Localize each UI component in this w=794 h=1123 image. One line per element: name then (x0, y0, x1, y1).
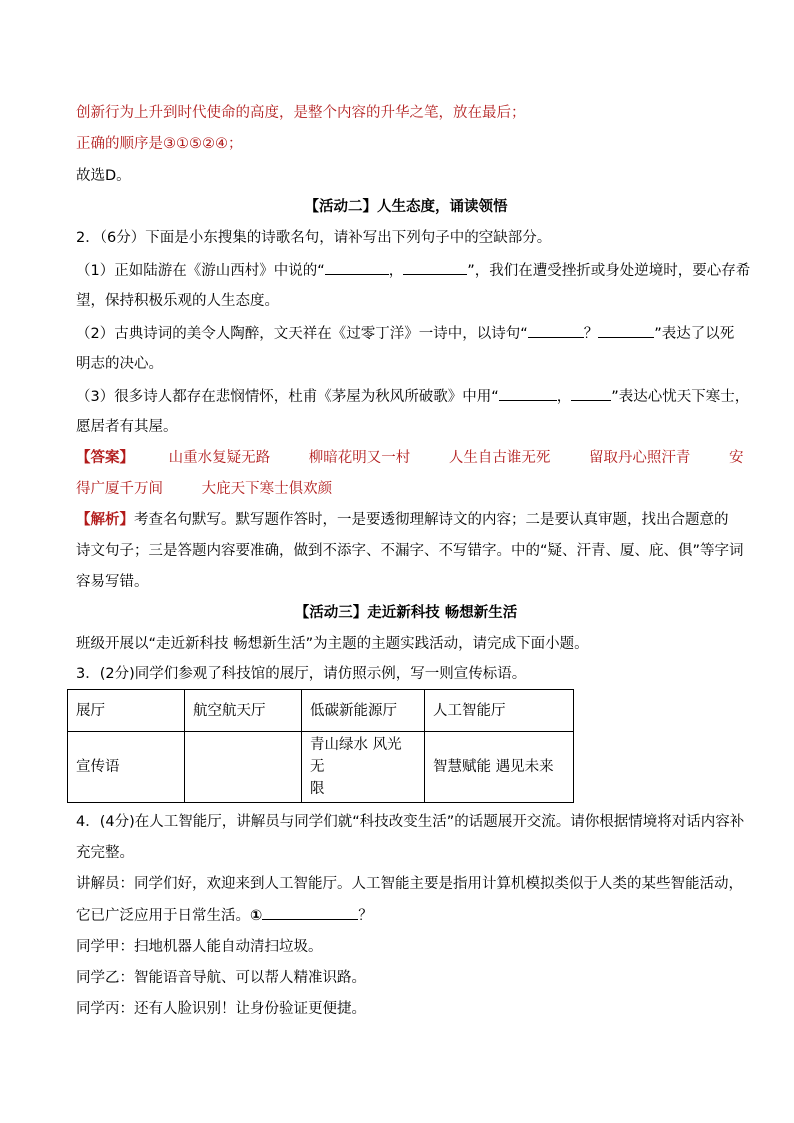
activity3-intro: 班级开展以“走近新科技 畅想新生活”为主题的主题实践活动，请完成下面小题。 (76, 636, 589, 652)
sub2-text-b: ”表达了以死 (654, 326, 735, 342)
analysis-label: 【解析】 (76, 512, 134, 528)
sub2-text-a: （2）古典诗词的美令人陶醉，文天祥在《过零丁洋》一诗中，以诗句“ (76, 326, 528, 342)
blank-4[interactable] (598, 323, 654, 338)
order-suffix: ； (228, 136, 243, 152)
q2-sub2-line1 (76, 323, 736, 344)
aerospace-slogan-cell[interactable] (185, 732, 302, 803)
q4-line-2: 充完整。 (76, 845, 134, 861)
slogan-table (67, 689, 574, 803)
order-sequence: ③①⑤②④ (163, 136, 228, 152)
q3-stem: 3．(2分)同学们参观了科技馆的展厅，请仿照示例，写一则宣传标语。 (76, 666, 527, 682)
table-row (68, 690, 574, 732)
q2-sub1-line1 (76, 260, 751, 281)
student-b-line: 同学乙：智能语音导航、可以帮人精准识路。 (76, 970, 366, 986)
analysis-line-1 (76, 510, 736, 530)
blank-2[interactable] (403, 260, 467, 275)
answer-item: 安 (729, 450, 744, 466)
q2-sub1-line2: 望，保持积极乐观的人生态度。 (76, 293, 279, 309)
analysis-line-3: 容易写错。 (76, 574, 149, 590)
answer-item: 山重水复疑无路 (168, 450, 271, 466)
table-header-cell: 航空航天厅 (185, 690, 302, 732)
guide-line-1: 讲解员：同学们好，欢迎来到人工智能厅。人工智能主要是指用计算机模拟类似于人类的某些智能活动， (76, 876, 743, 892)
answer-line-2 (76, 479, 736, 499)
activity3-title: 【活动三】走近新科技 畅想新生活 (294, 605, 518, 621)
q2-sub3-line1 (76, 386, 750, 407)
q2-sub3-line2: 愿居者有其屋。 (76, 419, 178, 435)
intro-line-1: 创新行为上升到时代使命的高度，是整个内容的升华之笔，放在最后； (76, 105, 526, 121)
ai-slogan-cell: 智慧赋能 遇见未来 (425, 732, 574, 803)
intro-line-3: 故选D。 (76, 168, 131, 184)
analysis-line-2: 诗文句子；三是答题内容要准确，做到不添字、不漏字、不写错字。中的“疑、汗青、厦、庇、俱”等字词 (76, 543, 744, 559)
sub3-sep: ， (556, 389, 572, 405)
lowcarbon-slogan-line: 青山绿水 风光无 (310, 737, 402, 775)
blank-number: ① (250, 908, 263, 924)
table-row (68, 732, 574, 803)
table-header-cell: 展厅 (68, 690, 185, 732)
order-prefix: 正确的顺序是 (76, 136, 163, 152)
answer-item: 人生自古谁无死 (448, 450, 551, 466)
sub3-text-b: ”表达心忧天下寒士， (611, 389, 750, 405)
blank-6[interactable] (571, 386, 611, 401)
q2-sub2-line2: 明志的决心。 (76, 356, 163, 372)
analysis-text: 考查名句默写。默写题作答时，一是要透彻理解诗文的内容；二是要认真审题，找出合题意的 (134, 512, 729, 528)
answer-item: 大庇天下寒士俱欢颜 (201, 481, 333, 497)
table-header-cell: 人工智能厅 (425, 690, 574, 732)
sub1-sep: ， (388, 263, 404, 279)
activity2-title: 【活动二】人生态度，诵读领悟 (304, 199, 508, 215)
blank-5[interactable] (499, 386, 557, 401)
sub1-text-a: （1）正如陆游在《游山西村》中说的“ (76, 263, 325, 279)
intro-line-2 (76, 134, 736, 154)
table-header-cell: 低碳新能源厅 (302, 690, 425, 732)
blank-1[interactable] (325, 260, 389, 275)
q2-stem: 2．（6分）下面是小东搜集的诗歌名句，请补写出下列句子中的空缺部分。 (76, 230, 552, 246)
blank-3[interactable] (528, 323, 584, 338)
sub2-sep: ？ (583, 326, 599, 342)
student-a-line: 同学甲：扫地机器人能自动清扫垃圾。 (76, 939, 323, 955)
student-c-line: 同学丙：还有人脸识别！让身份验证更便捷。 (76, 1001, 366, 1017)
guide-end: ？ (358, 908, 373, 924)
sub3-text-a: （3）很多诗人都存在悲悯情怀，杜甫《茅屋为秋风所破歌》中用“ (76, 389, 499, 405)
table-row-label: 宣传语 (68, 732, 185, 803)
blank-7[interactable] (262, 905, 358, 920)
answer-item: 留取丹心照汗青 (588, 450, 691, 466)
guide-text: 它已广泛应用于日常生活。 (76, 908, 250, 924)
answer-item: 柳暗花明又一村 (308, 450, 411, 466)
lowcarbon-slogan-cell (302, 732, 425, 803)
answer-item: 得广厦千万间 (76, 481, 163, 497)
q4-line-1: 4．(4分)在人工智能厅，讲解员与同学们就“科技改变生活”的话题展开交流。请你根据情境将对话内容补 (76, 814, 745, 830)
lowcarbon-slogan-line: 限 (310, 781, 325, 797)
answer-line-1 (76, 448, 744, 468)
sub1-text-b: ”，我们在遭受挫折或身处逆境时，要心存希 (467, 263, 751, 279)
guide-line-2 (76, 905, 736, 926)
answer-label: 【答案】 (76, 450, 134, 466)
